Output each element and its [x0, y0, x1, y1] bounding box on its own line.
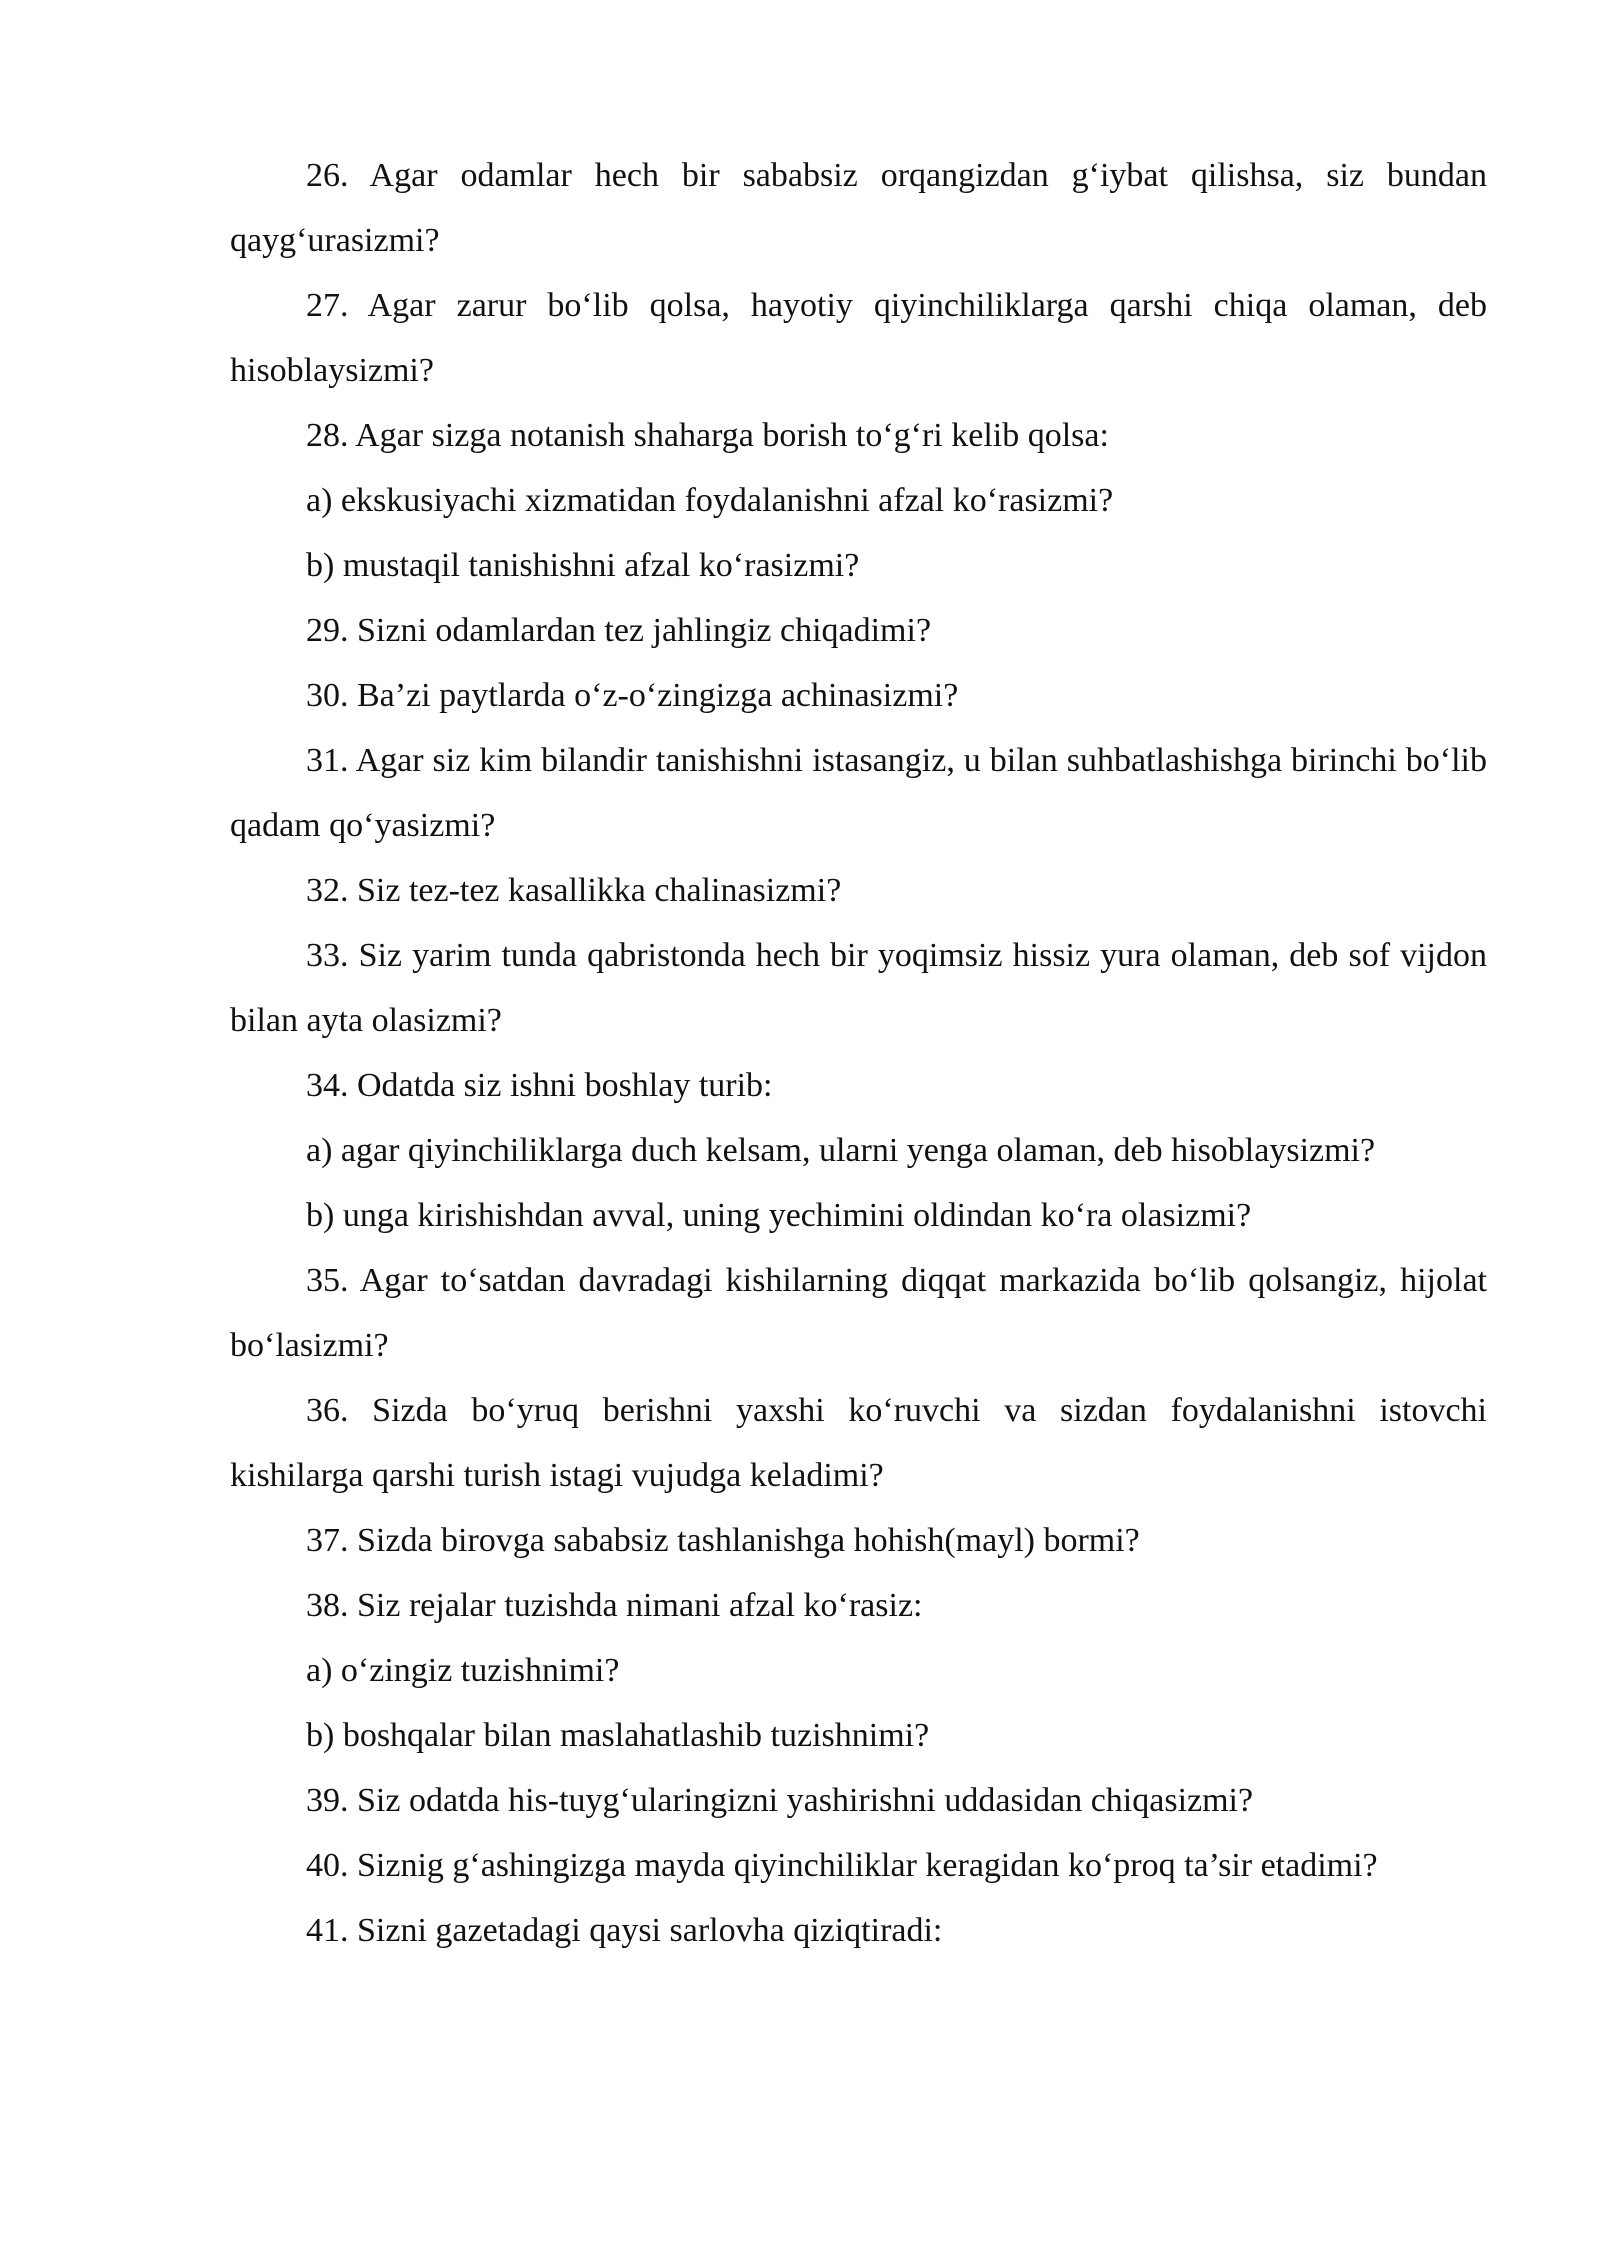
question-29: 29. Sizni odamlardan tez jahlingiz chiqadimi? [306, 612, 932, 649]
question-30: 30. Ba’zi paytlarda o‘z-o‘zingizga achinasizmi? [306, 677, 959, 714]
question-28-option-b: b) mustaqil tanishishni afzal ko‘rasizmi? [306, 547, 860, 584]
question-40: 40. Siznig g‘ashingizga mayda qiyinchiliklar keragidan ko‘proq ta’sir etadimi? [306, 1847, 1378, 1884]
question-28: 28. Agar sizga notanish shaharga borish to‘g‘ri kelib qolsa: [306, 417, 1109, 454]
question-39: 39. Siz odatda his-tuyg‘ularingizni yashirishni uddasidan chiqasizmi? [306, 1782, 1254, 1819]
document-page [230, 143, 1487, 1963]
question-38-option-b: b) boshqalar bilan maslahatlashib tuzishnimi? [306, 1717, 930, 1754]
question-28-option-a: a) ekskusiyachi xizmatidan foydalanishni afzal ko‘rasizmi? [306, 482, 1114, 519]
question-36: 36. Sizda bo‘yruq berishni yaxshi ko‘ruvchi va sizdan foydalanishni istovchi kishilarga qarshi turish istagi vujudga keladimi? [230, 1392, 1487, 1494]
question-32: 32. Siz tez-tez kasallikka chalinasizmi? [306, 872, 842, 909]
question-37: 37. Sizda birovga sababsiz tashlanishga hohish(mayl) bormi? [306, 1522, 1140, 1559]
question-34-option-b: b) unga kirishishdan avval, uning yechimini oldindan ko‘ra olasizmi? [306, 1197, 1252, 1234]
question-41: 41. Sizni gazetadagi qaysi sarlovha qiziqtiradi: [306, 1912, 943, 1949]
question-34-option-a: a) agar qiyinchiliklarga duch kelsam, ularni yenga olaman, deb hisoblaysizmi? [306, 1132, 1376, 1169]
question-35: 35. Agar to‘satdan davradagi kishilarning diqqat markazida bo‘lib qolsangiz, hijolat bo‘lasizmi? [230, 1262, 1487, 1364]
question-31: 31. Agar siz kim bilandir tanishishni istasangiz, u bilan suhbatlashishga birinchi bo‘lib qadam qo‘yasizmi? [230, 742, 1487, 844]
question-33: 33. Siz yarim tunda qabristonda hech bir yoqimsiz hissiz yura olaman, deb sof vijdon bilan ayta olasizmi? [230, 937, 1487, 1039]
question-38-option-a: a) o‘zingiz tuzishnimi? [306, 1652, 620, 1689]
question-38: 38. Siz rejalar tuzishda nimani afzal ko‘rasiz: [306, 1587, 923, 1624]
question-26: 26. Agar odamlar hech bir sababsiz orqangizdan g‘iybat qilishsa, siz bundan qayg‘urasizmi? [230, 157, 1487, 259]
question-34: 34. Odatda siz ishni boshlay turib: [306, 1067, 773, 1104]
question-27: 27. Agar zarur bo‘lib qolsa, hayotiy qiyinchiliklarga qarshi chiqa olaman, deb hisoblaysizmi? [230, 287, 1487, 389]
